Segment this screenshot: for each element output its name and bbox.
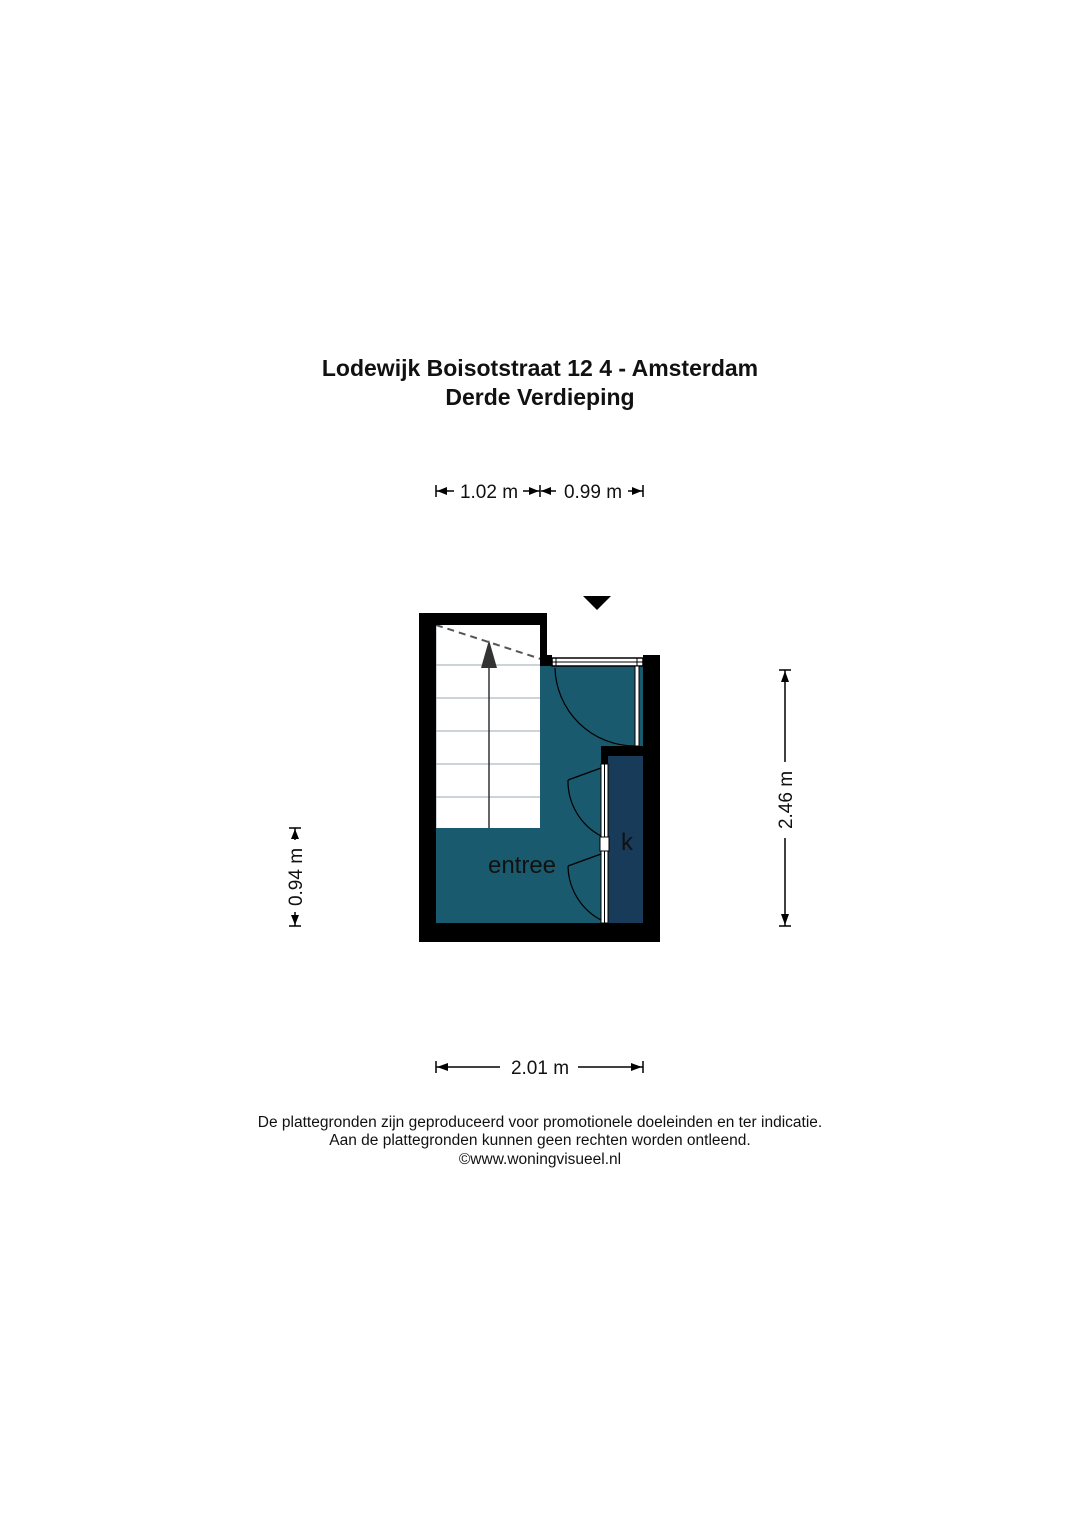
- closet-label: k: [621, 829, 633, 856]
- disclaimer-line-2: Aan de plattegronden kunnen geen rechten worden ontleend.: [329, 1132, 751, 1149]
- copyright-line: ©www.woningvisueel.nl: [458, 1151, 622, 1168]
- dim-right-height: 2.46 m: [776, 770, 797, 830]
- closet-divider: [600, 764, 609, 923]
- dim-top-left: 1.02 m: [459, 482, 519, 503]
- floor-title: Derde Verdieping: [445, 384, 635, 410]
- entree-label: entree: [487, 852, 557, 879]
- dim-left-height: 0.94 m: [286, 847, 307, 907]
- staircase: [436, 625, 544, 828]
- window: [552, 658, 643, 666]
- dim-bottom-width: 2.01 m: [510, 1058, 570, 1079]
- address-title: Lodewijk Boisotstraat 12 4 - Amsterdam: [321, 355, 759, 381]
- entrance-marker-icon: [583, 596, 611, 610]
- dim-top-right: 0.99 m: [563, 482, 623, 503]
- disclaimer-line-1: De plattegronden zijn geproduceerd voor promotionele doeleinden en ter indicatie.: [257, 1114, 823, 1131]
